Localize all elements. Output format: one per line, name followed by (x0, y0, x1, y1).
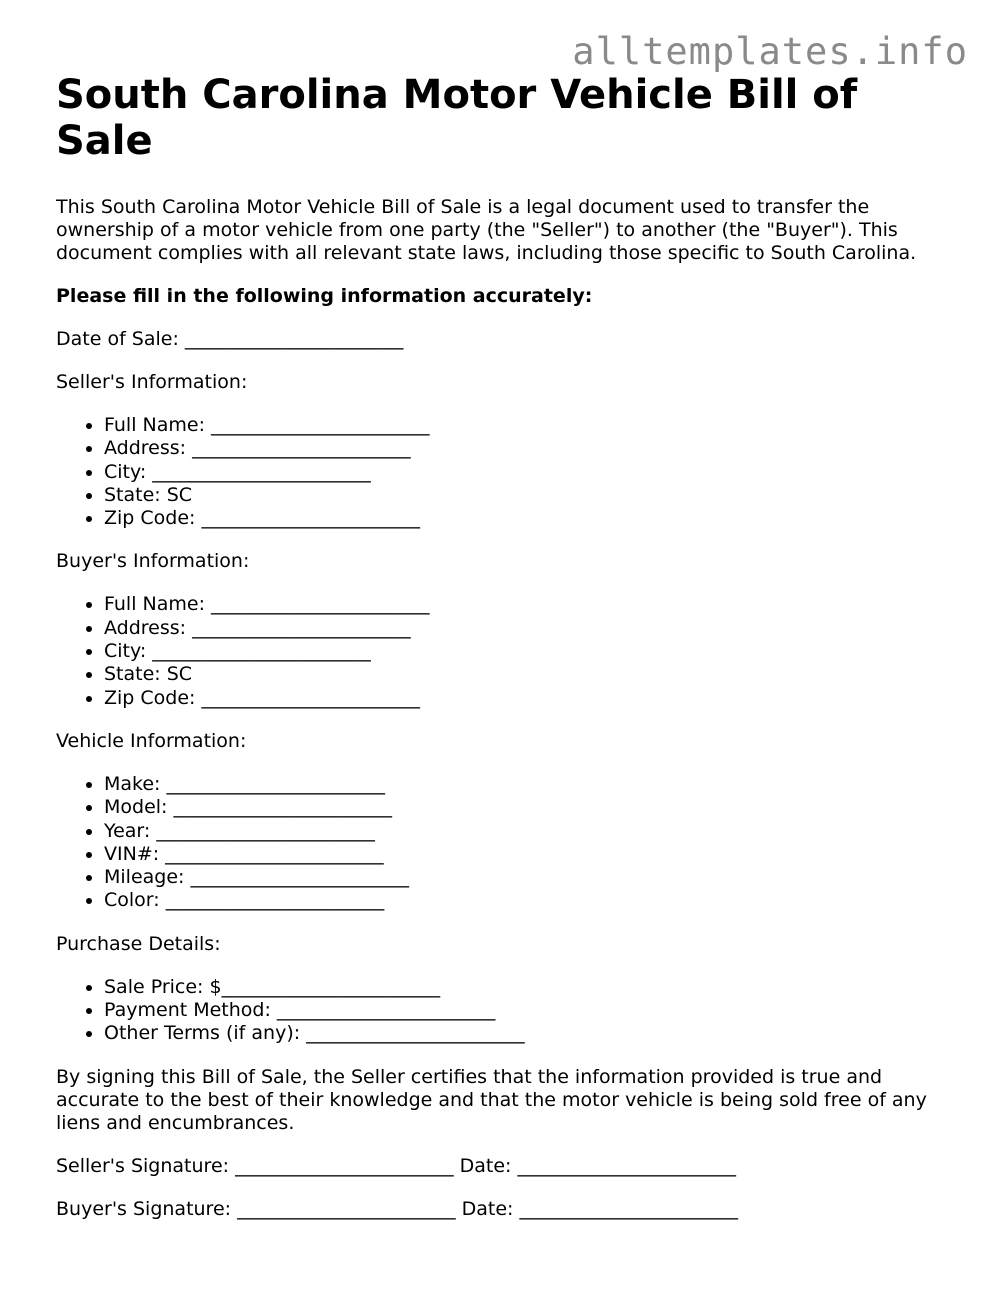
instruction-text: Please fill in the following information accurately: (56, 285, 593, 307)
seller-full-name: • Full Name: _______________________ (104, 414, 956, 437)
document-page (56, 72, 956, 1221)
intro-paragraph: This South Carolina Motor Vehicle Bill of Sale is a legal document used to transfer the ownership of a motor vehicle from one party (the "Seller") to another (the "Buyer"). This document complies with all relevant state laws, including those specific to South Carolina. (56, 196, 917, 264)
seller-info-list (56, 414, 956, 530)
buyer-full-name: • Full Name: _______________________ (104, 593, 956, 616)
buyer-heading: Buyer's Information: (56, 550, 250, 573)
seller-zip: • Zip Code: _______________________ (104, 507, 956, 530)
purchase-sale-price: • Sale Price: $_______________________ (104, 976, 956, 999)
buyer-signature-line: Buyer's Signature: _______________________ Date: _______________________ (56, 1197, 738, 1220)
vehicle-color: • Color: _______________________ (104, 889, 956, 912)
vehicle-make: • Make: _______________________ (104, 773, 956, 796)
seller-address: • Address: _______________________ (104, 437, 956, 460)
buyer-state: • State: SC (104, 663, 956, 686)
vehicle-year: • Year: _______________________ (104, 820, 956, 843)
date-of-sale-field: Date of Sale: _______________________ (56, 328, 404, 350)
vehicle-vin: • VIN#: _______________________ (104, 843, 956, 866)
purchase-details-list (56, 976, 956, 1046)
watermark: alltemplates.info (572, 30, 968, 73)
document-title: South Carolina Motor Vehicle Bill of Sale (56, 72, 858, 164)
buyer-address: • Address: _______________________ (104, 617, 956, 640)
purchase-other-terms: • Other Terms (if any): _______________________ (104, 1022, 956, 1045)
buyer-info-list (56, 593, 956, 709)
buyer-zip: • Zip Code: _______________________ (104, 687, 956, 710)
certification-paragraph: By signing this Bill of Sale, the Seller certifies that the information provided is true and accurate to the best of their knowledge and that the motor vehicle is being sold free of any liens and encumbrances. (56, 1065, 927, 1134)
seller-heading: Seller's Information: (56, 371, 248, 393)
vehicle-mileage: • Mileage: _______________________ (104, 866, 956, 889)
buyer-city: • City: _______________________ (104, 640, 956, 663)
vehicle-model: • Model: _______________________ (104, 796, 956, 819)
seller-signature-line: Seller's Signature: _______________________ Date: _______________________ (56, 1154, 736, 1177)
vehicle-info-list (56, 773, 956, 913)
purchase-payment-method: • Payment Method: _______________________ (104, 999, 956, 1022)
seller-city: • City: _______________________ (104, 461, 956, 484)
seller-state: • State: SC (104, 484, 956, 507)
purchase-heading: Purchase Details: (56, 932, 221, 955)
vehicle-heading: Vehicle Information: (56, 729, 247, 752)
